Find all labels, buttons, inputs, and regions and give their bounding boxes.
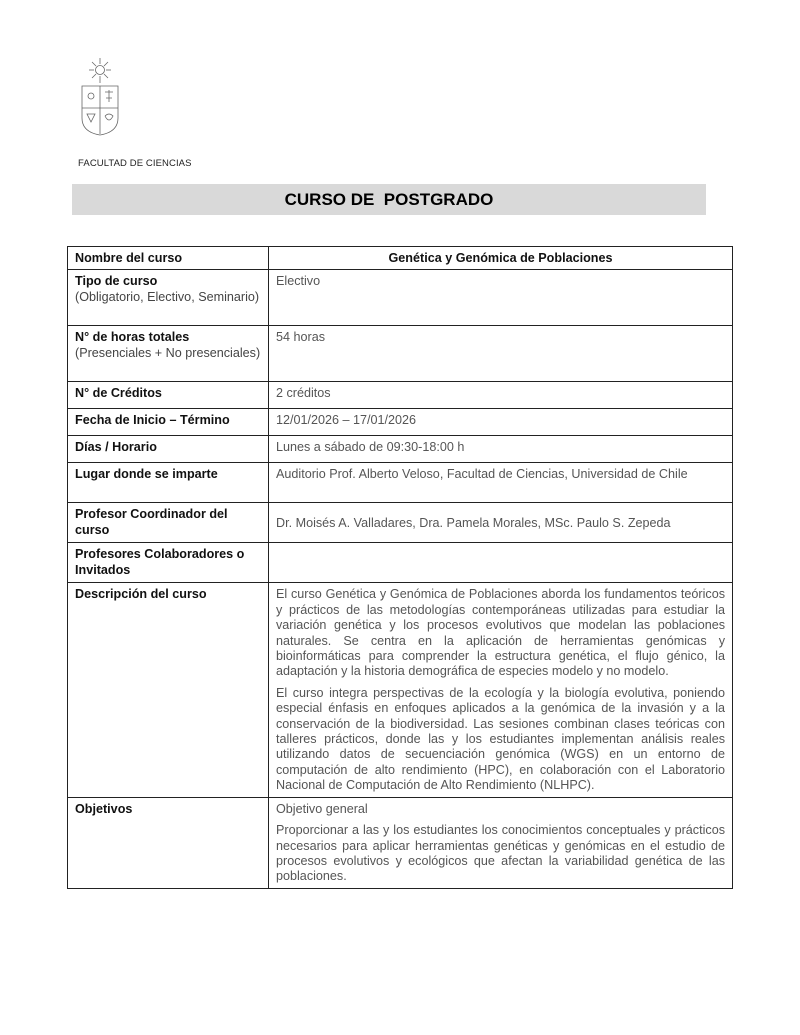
- objectives-heading: Objetivo general: [276, 801, 368, 816]
- collaborators-value: [269, 543, 733, 583]
- total-hours-label: N° de horas totales: [75, 330, 190, 345]
- schedule-label: Días / Horario: [75, 440, 157, 455]
- collaborators-label: Profesores Colaboradores o Invitados: [75, 547, 245, 577]
- course-info-table: [67, 246, 733, 889]
- objectives-label: Objetivos: [75, 801, 133, 816]
- description-label: Descripción del curso: [75, 587, 207, 602]
- table-row: [68, 409, 733, 436]
- table-row: [68, 797, 733, 888]
- title-banner: [72, 184, 706, 215]
- table-row: [68, 270, 733, 326]
- dates-value: 12/01/2026 – 17/01/2026: [269, 409, 733, 436]
- objectives-value: [269, 797, 733, 888]
- table-row: [68, 382, 733, 409]
- place-value: Auditorio Prof. Alberto Veloso, Facultad de Ciencias, Universidad de Chile: [269, 463, 733, 503]
- table-row: [68, 247, 733, 270]
- table-row: [68, 463, 733, 503]
- course-type-value: Electivo: [269, 270, 733, 326]
- page-title: CURSO DE POSTGRADO: [284, 189, 494, 209]
- university-seal-logo: [78, 56, 122, 136]
- place-label: Lugar donde se imparte: [75, 467, 218, 482]
- total-hours-hint: (Presenciales + No presenciales): [75, 345, 261, 360]
- total-hours-value: 54 horas: [269, 326, 733, 382]
- credits-label: N° de Créditos: [75, 386, 162, 401]
- table-row: [68, 326, 733, 382]
- course-type-label: Tipo de curso: [75, 274, 158, 289]
- credits-value: 2 créditos: [269, 382, 733, 409]
- faculty-name: FACULTAD DE CIENCIAS: [78, 158, 192, 169]
- table-row: [68, 543, 733, 583]
- description-paragraph-2: El curso integra perspectivas de la ecología y la biología evolutiva, poniendo especial énfasis en enfoques aplicados a la genómica de la invasión y a la conservación de la biodiversidad. Las sesiones combinan clases teóricas con talleres prácticos, donde las y los estudiantes implementan análisis reales utilizando datos de secuenciación genómica (WGS) en un entorno de computación de alto rendimiento (HPC), en colaboración con el Laboratorio Nacional de Computación de Alto Rendimiento (NLHPC).: [276, 685, 725, 793]
- description-value: [269, 583, 733, 797]
- course-type-hint: (Obligatorio, Electivo, Seminario): [75, 289, 260, 304]
- course-name-label: Nombre del curso: [75, 251, 183, 265]
- table-row: [68, 503, 733, 543]
- course-name-value: Genética y Genómica de Poblaciones: [269, 247, 733, 270]
- table-row: [68, 583, 733, 797]
- coordinator-value: Dr. Moisés A. Valladares, Dra. Pamela Morales, MSc. Paulo S. Zepeda: [269, 503, 733, 543]
- objectives-text: Proporcionar a las y los estudiantes los conocimientos conceptuales y prácticos necesarios para aplicar herramientas genéticas y genómicas en el estudio de procesos evolutivos y ecológicos que afectan la variabilidad genética de las poblaciones.: [276, 823, 725, 884]
- description-paragraph-1: El curso Genética y Genómica de Poblaciones aborda los fundamentos teóricos y prácticos de las metodologías contemporáneas utilizadas para estudiar la variación genética y los procesos evolutivos que modelan las poblaciones naturales. Se centra en la aplicación de herramientas genómicas y bioinformáticas para comprender la estructura genética, el flujo génico, la adaptación y la historia demográfica de especies modelo y no modelo.: [276, 587, 725, 679]
- schedule-value: Lunes a sábado de 09:30-18:00 h: [269, 436, 733, 463]
- table-row: [68, 436, 733, 463]
- coordinator-label: Profesor Coordinador del curso: [75, 507, 228, 537]
- dates-label: Fecha de Inicio – Término: [75, 413, 230, 428]
